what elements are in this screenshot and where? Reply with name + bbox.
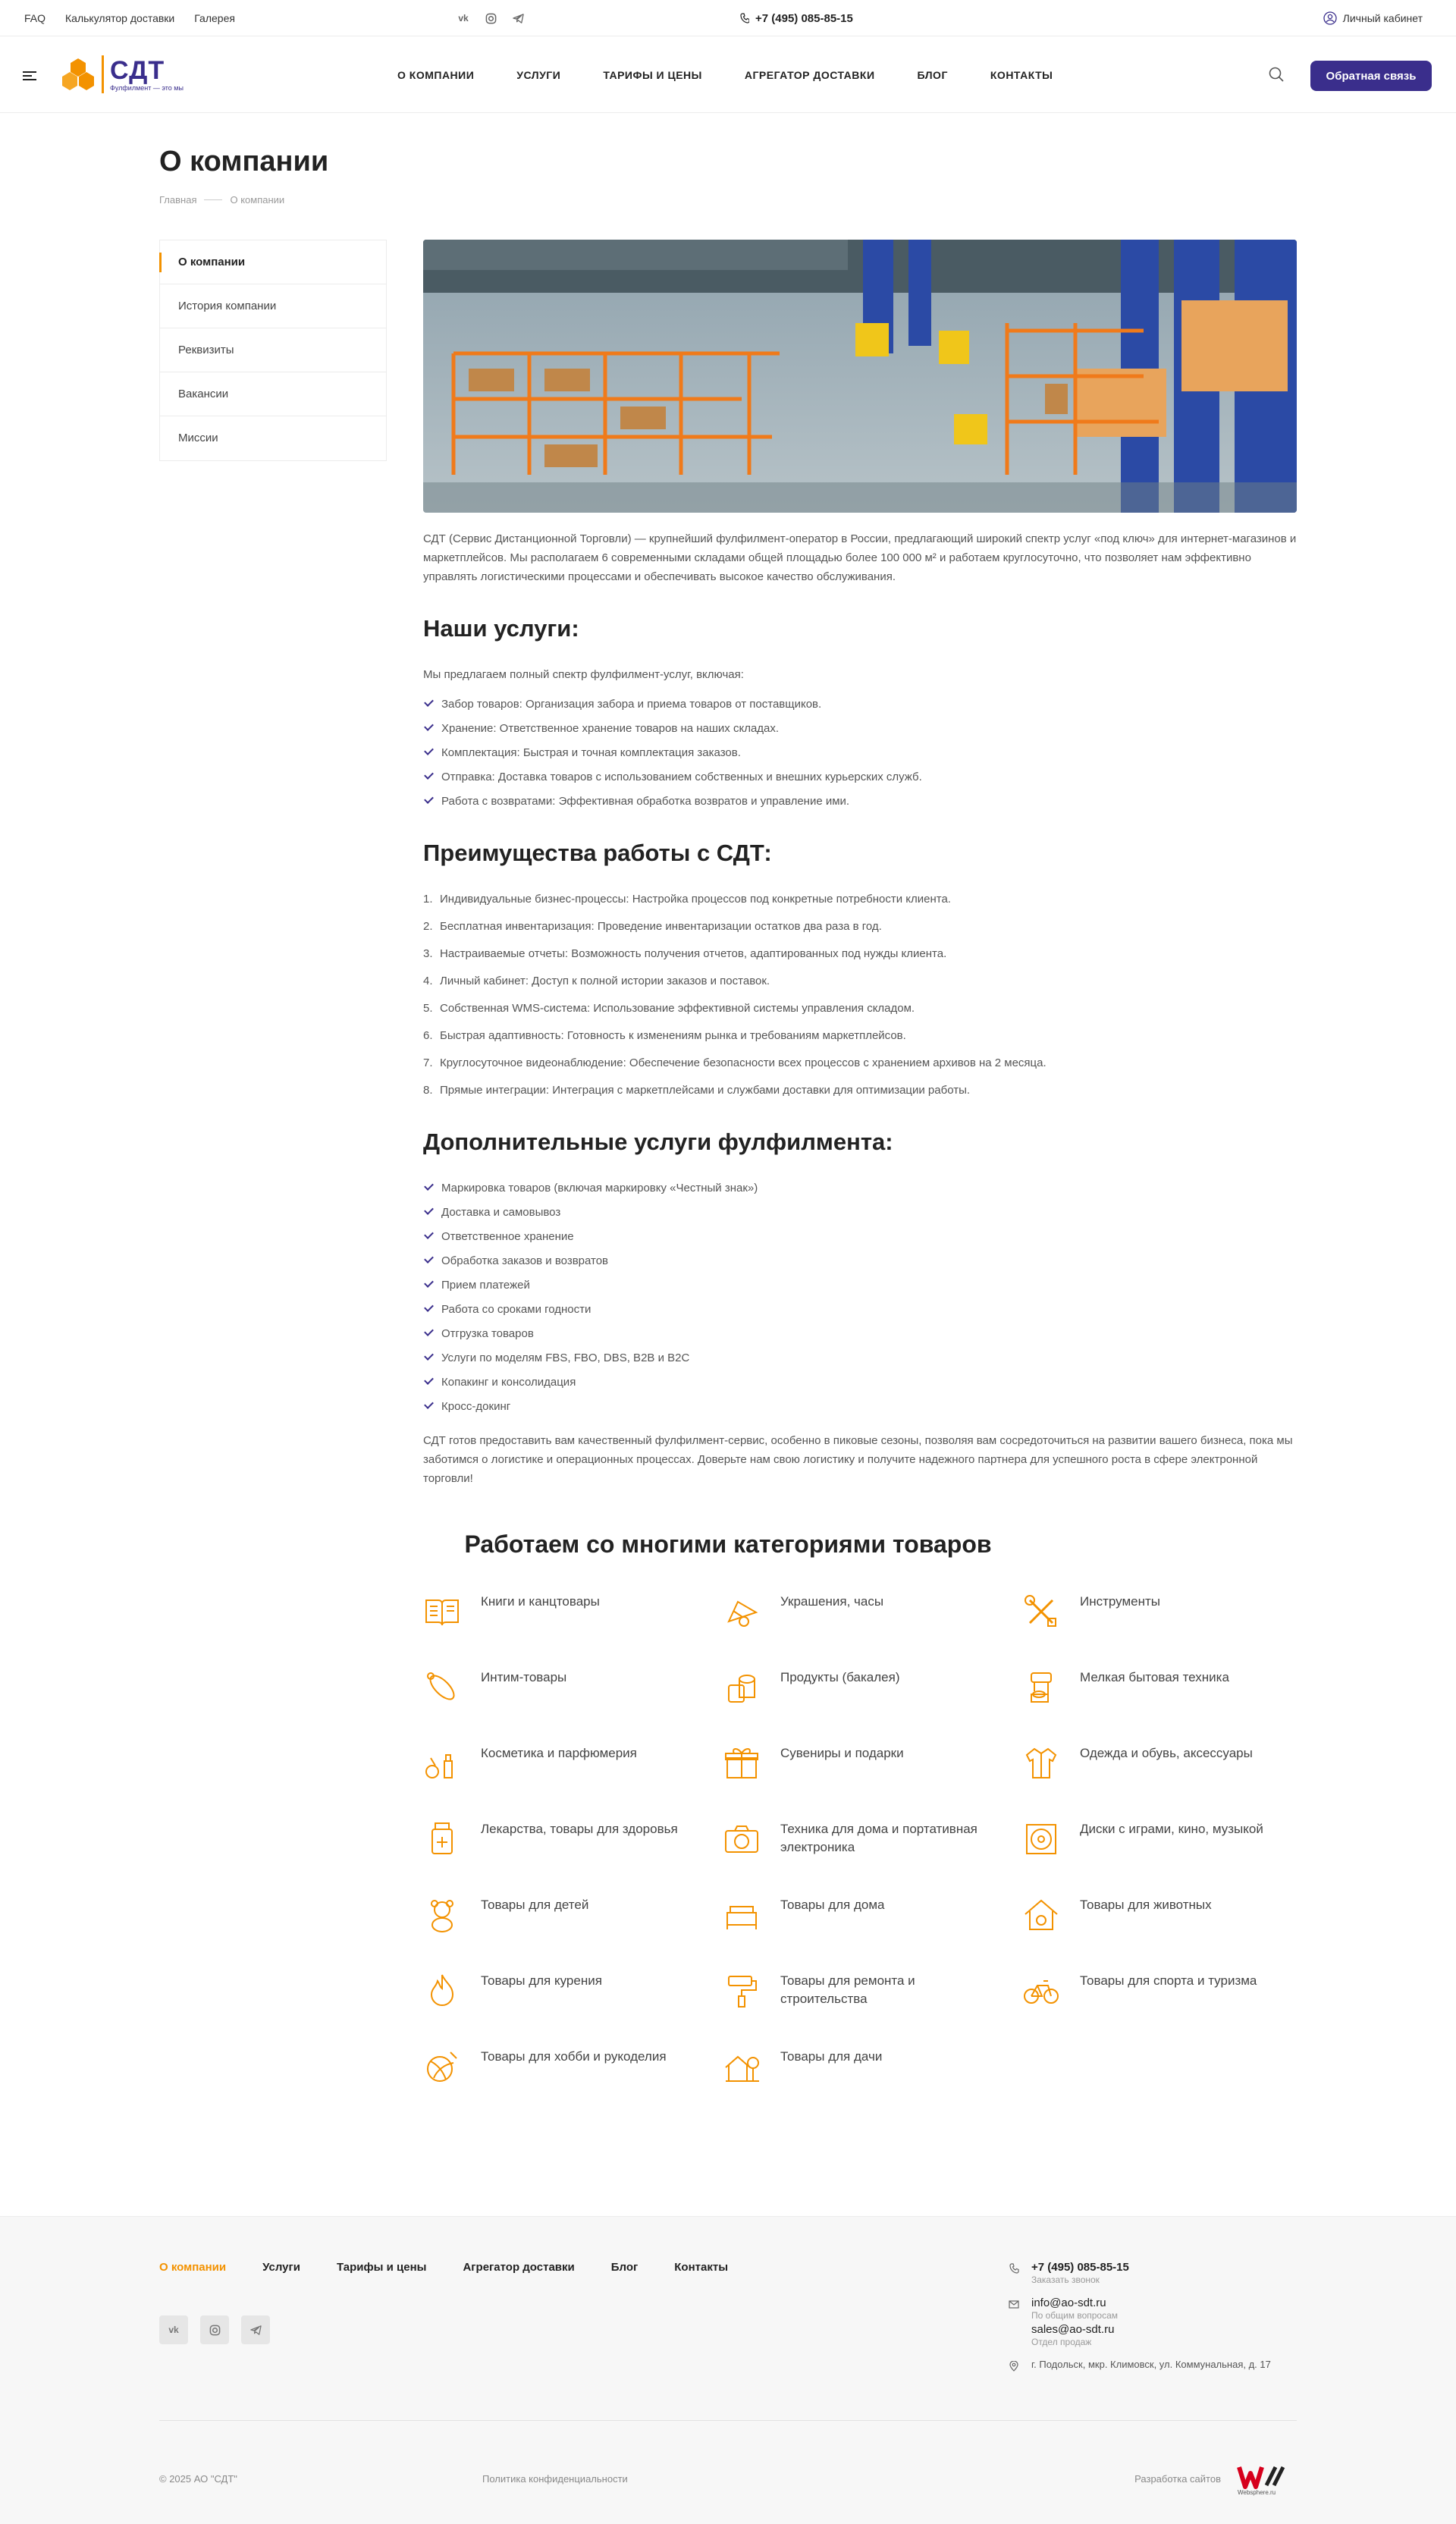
page-title: О компании bbox=[159, 146, 329, 177]
nav-delivery-aggregator[interactable]: АГРЕГАТОР ДОСТАВКИ bbox=[744, 69, 875, 81]
list-item: Собственная WMS-система: Использование эффективной системы управления складом. bbox=[440, 1002, 915, 1015]
sidebar-menu bbox=[159, 240, 387, 461]
list-item: Индивидуальные бизнес-процессы: Настройка процессов под конкретные потребности клиента. bbox=[440, 893, 951, 906]
developer-link[interactable]: Разработка сайтов bbox=[1134, 2473, 1221, 2485]
list-item: Личный кабинет: Доступ к полной истории заказов и поставок. bbox=[440, 975, 770, 987]
list-item: Обработка заказов и возвратов bbox=[423, 1251, 1297, 1270]
grocery-icon bbox=[721, 1667, 762, 1708]
services-heading: Наши услуги: bbox=[423, 615, 579, 642]
category-label: Украшения, часы bbox=[780, 1594, 884, 1609]
mail-icon bbox=[1009, 2299, 1019, 2309]
breadcrumb-separator bbox=[204, 199, 222, 200]
menu-burger-icon[interactable] bbox=[23, 71, 36, 80]
list-item: Отгрузка товаров bbox=[423, 1324, 1297, 1343]
instagram-icon[interactable] bbox=[200, 2315, 229, 2344]
sidebar-item-vacancies[interactable]: Вакансии bbox=[160, 372, 386, 416]
yarn-icon bbox=[422, 2046, 463, 2087]
faq-link[interactable]: FAQ bbox=[24, 12, 46, 24]
user-icon bbox=[1323, 11, 1337, 25]
category-label: Книги и канцтовары bbox=[481, 1594, 600, 1609]
category-label: Товары для животных bbox=[1080, 1898, 1212, 1912]
category-label: Диски с играми, кино, музыкой bbox=[1080, 1822, 1263, 1836]
category-item bbox=[422, 2046, 721, 2087]
list-item: Комплектация: Быстрая и точная комплектация заказов. bbox=[423, 743, 1297, 762]
feedback-button[interactable]: Обратная связь bbox=[1310, 61, 1432, 91]
category-label: Товары для детей bbox=[481, 1898, 589, 1912]
logo-slogan: Фулфилмент — это мы bbox=[110, 84, 184, 92]
footer-callback-link[interactable]: Заказать звонок bbox=[1031, 2274, 1100, 2285]
nav-services[interactable]: УСЛУГИ bbox=[516, 69, 561, 81]
footer-divider bbox=[159, 2420, 1297, 2421]
logo-cubes-icon bbox=[61, 57, 96, 92]
site-footer bbox=[0, 2216, 1456, 2524]
copyright: © 2025 АО "СДТ" bbox=[159, 2473, 237, 2485]
footer-phone[interactable]: +7 (495) 085-85-15 bbox=[1031, 2261, 1129, 2274]
personal-cabinet-link[interactable] bbox=[1323, 0, 1423, 36]
sofa-icon bbox=[721, 1895, 762, 1935]
category-item bbox=[1021, 1743, 1301, 1784]
search-icon[interactable] bbox=[1268, 66, 1286, 84]
breadcrumb bbox=[159, 194, 284, 206]
footer-email-info[interactable]: info@ao-sdt.ru bbox=[1031, 2296, 1106, 2309]
nav-about[interactable]: О КОМПАНИИ bbox=[397, 69, 475, 81]
category-label: Товары для спорта и туризма bbox=[1080, 1973, 1257, 1988]
garden-house-icon bbox=[721, 2046, 762, 2087]
list-item: Маркировка товаров (включая маркировку «Честный знак») bbox=[423, 1179, 1297, 1198]
outro-paragraph: СДТ готов предоставить вам качественный фулфилмент-сервис, особенно в пиковые сезоны, позволяя вам сосредоточиться на развитии вашего бизнеса, пока мы заботимся о логистике и операционных процессах. Доверьте нам свою логистику и получите надежного партнера для успешного роста в сфере электронной торговли! bbox=[423, 1434, 1293, 1485]
footer-nav-delivery-aggregator[interactable]: Агрегатор доставки bbox=[463, 2261, 575, 2274]
footer-contacts bbox=[1009, 2261, 1297, 2382]
category-label: Товары для дачи bbox=[780, 2049, 883, 2064]
paint-roller-icon bbox=[721, 1970, 762, 2011]
vk-icon[interactable]: vk bbox=[159, 2315, 188, 2344]
phone-icon bbox=[740, 13, 749, 24]
list-item: Быстрая адаптивность: Готовность к изменениям рынка и требованиям маркетплейсов. bbox=[440, 1029, 906, 1042]
telegram-icon[interactable] bbox=[241, 2315, 270, 2344]
sidebar-item-about[interactable]: О компании bbox=[160, 240, 386, 284]
camera-icon bbox=[721, 1819, 762, 1860]
vk-icon[interactable]: vk bbox=[458, 13, 469, 24]
footer-nav bbox=[159, 2261, 728, 2274]
category-label: Сувениры и подарки bbox=[780, 1746, 904, 1760]
category-item bbox=[721, 1667, 1021, 1708]
instagram-icon[interactable] bbox=[484, 11, 497, 25]
footer-nav-services[interactable]: Услуги bbox=[262, 2261, 300, 2274]
footer-nav-blog[interactable]: Блог bbox=[610, 2261, 639, 2274]
list-item: Доставка и самовывоз bbox=[423, 1203, 1297, 1222]
category-item bbox=[721, 1819, 1021, 1860]
category-label: Товары для ремонта и строительства bbox=[780, 1973, 915, 2006]
breadcrumb-current: О компании bbox=[230, 194, 285, 206]
footer-email-sales-caption: Отдел продаж bbox=[1031, 2337, 1092, 2347]
disc-icon bbox=[1021, 1819, 1062, 1860]
category-label: Одежда и обувь, аксессуары bbox=[1080, 1746, 1253, 1760]
category-item bbox=[721, 1591, 1021, 1632]
services-intro: Мы предлагаем полный спектр фулфилмент-услуг, включая: bbox=[423, 668, 744, 681]
footer-email-sales[interactable]: sales@ao-sdt.ru bbox=[1031, 2323, 1115, 2336]
footer-social bbox=[159, 2315, 270, 2344]
medicine-icon bbox=[422, 1819, 463, 1860]
advantages-list bbox=[423, 890, 1297, 1100]
site-logo[interactable] bbox=[61, 55, 184, 93]
top-phone[interactable] bbox=[740, 0, 853, 36]
top-social bbox=[457, 0, 525, 36]
footer-nav-tariffs[interactable]: Тарифы и цены bbox=[337, 2261, 427, 2274]
telegram-icon[interactable] bbox=[511, 11, 525, 25]
category-item bbox=[1021, 1895, 1301, 1935]
warehouse-photo bbox=[423, 240, 1297, 513]
jewelry-icon bbox=[721, 1591, 762, 1632]
category-label: Лекарства, товары для здоровья bbox=[481, 1822, 678, 1836]
breadcrumb-home[interactable]: Главная bbox=[159, 194, 197, 206]
footer-email-info-caption: По общим вопросам bbox=[1031, 2310, 1119, 2321]
delivery-calculator-link[interactable]: Калькулятор доставки bbox=[65, 12, 175, 24]
list-item: Услуги по моделям FBS, FBO, DBS, B2B и B2C bbox=[423, 1348, 1297, 1367]
phone-icon bbox=[1009, 2263, 1019, 2274]
privacy-policy-link[interactable]: Политика конфиденциальности bbox=[482, 2473, 628, 2485]
about-content bbox=[423, 529, 1297, 1499]
list-item: Хранение: Ответственное хранение товаров на наших складах. bbox=[423, 719, 1297, 738]
tools-icon bbox=[1021, 1591, 1062, 1632]
list-item: Круглосуточное видеонаблюдение: Обеспечение безопасности всех процессов с хранением архивов на 2 месяца. bbox=[440, 1056, 1046, 1069]
list-item: Прямые интеграции: Интеграция с маркетплейсами и службами доставки для оптимизации работы. bbox=[440, 1084, 971, 1097]
category-item bbox=[1021, 1819, 1301, 1860]
developer-logo[interactable] bbox=[1236, 2463, 1297, 2496]
intimate-icon bbox=[422, 1667, 463, 1708]
list-item: Копакинг и консолидация bbox=[423, 1373, 1297, 1392]
category-label: Техника для дома и портативная электроника bbox=[780, 1822, 977, 1854]
extra-services-list bbox=[423, 1179, 1297, 1416]
footer-address: г. Подольск, мкр. Климовск, ул. Коммунальная, д. 17 bbox=[1031, 2359, 1271, 2370]
category-item bbox=[422, 1743, 721, 1784]
list-item: Прием платежей bbox=[423, 1276, 1297, 1295]
pet-house-icon bbox=[1021, 1895, 1062, 1935]
footer-nav-about[interactable]: О компании bbox=[159, 2261, 227, 2274]
category-label: Товары для дома bbox=[780, 1898, 885, 1912]
main-nav bbox=[397, 37, 1053, 113]
category-label: Интим-товары bbox=[481, 1670, 567, 1684]
sidebar-item-history[interactable]: История компании bbox=[160, 284, 386, 328]
top-bar bbox=[0, 0, 1456, 36]
category-item bbox=[1021, 1667, 1301, 1708]
svg-text:Websphere.ru: Websphere.ru bbox=[1238, 2489, 1276, 2496]
category-label: Товары для хобби и рукоделия bbox=[481, 2049, 667, 2064]
location-pin-icon bbox=[1009, 2361, 1019, 2372]
footer-nav-contacts[interactable]: Контакты bbox=[674, 2261, 729, 2274]
book-icon bbox=[422, 1591, 463, 1632]
category-item bbox=[422, 1819, 721, 1860]
cosmetics-icon bbox=[422, 1743, 463, 1784]
list-item: Настраиваемые отчеты: Возможность получения отчетов, адаптированных под нужды клиента. bbox=[440, 947, 947, 960]
list-item: Работа со сроками годности bbox=[423, 1300, 1297, 1319]
sidebar-item-missions[interactable]: Миссии bbox=[178, 432, 218, 444]
teddy-bear-icon bbox=[422, 1895, 463, 1935]
logo-text: СДТ bbox=[110, 56, 165, 85]
services-list bbox=[423, 695, 1297, 811]
category-item bbox=[721, 2046, 1021, 2087]
main-header bbox=[0, 37, 1456, 113]
category-item bbox=[422, 1970, 721, 2011]
nav-blog[interactable]: БЛОГ bbox=[917, 69, 948, 81]
bicycle-icon bbox=[1021, 1970, 1062, 2011]
gift-icon bbox=[721, 1743, 762, 1784]
category-item bbox=[422, 1895, 721, 1935]
category-label: Косметика и парфюмерия bbox=[481, 1746, 637, 1760]
category-item bbox=[422, 1591, 721, 1632]
nav-tariffs[interactable]: ТАРИФЫ И ЦЕНЫ bbox=[603, 69, 702, 81]
category-item bbox=[721, 1895, 1021, 1935]
category-item bbox=[422, 1667, 721, 1708]
list-item: Бесплатная инвентаризация: Проведение инвентаризации остатков два раза в год. bbox=[440, 920, 882, 933]
top-phone-number: +7 (495) 085-85-15 bbox=[755, 11, 853, 25]
intro-paragraph: СДТ (Сервис Дистанционной Торговли) — крупнейший фулфилмент-оператор в России, предлагающий широкий спектр услуг «под ключ» для интернет-магазинов и маркетплейсов. Мы располагаем 6 современными складами общей площадью более 100 000 м² и работаем круглосуточно, что позволяет нам эффективно управлять логистическими процессами и обеспечивать высокое качество обслуживания. bbox=[423, 532, 1297, 583]
category-item bbox=[721, 1970, 1021, 2011]
list-item: Ответственное хранение bbox=[423, 1227, 1297, 1246]
category-item bbox=[1021, 1970, 1301, 2011]
logo-divider bbox=[102, 55, 104, 93]
list-item: Забор товаров: Организация забора и приема товаров от поставщиков. bbox=[423, 695, 1297, 714]
list-item: Кросс-докинг bbox=[423, 1397, 1297, 1416]
personal-cabinet-label: Личный кабинет bbox=[1342, 12, 1423, 24]
categories-grid bbox=[422, 1591, 1301, 2087]
list-item: Отправка: Доставка товаров с использованием собственных и внешних курьерских служб. bbox=[423, 768, 1297, 786]
category-label: Инструменты bbox=[1080, 1594, 1161, 1609]
clothes-icon bbox=[1021, 1743, 1062, 1784]
category-label: Продукты (бакалея) bbox=[780, 1670, 900, 1684]
top-links bbox=[24, 0, 235, 36]
category-item bbox=[721, 1743, 1021, 1784]
fire-icon bbox=[422, 1970, 463, 2011]
category-label: Мелкая бытовая техника bbox=[1080, 1670, 1229, 1684]
categories-heading: Работаем со многими категориями товаров bbox=[464, 1530, 992, 1558]
nav-contacts[interactable]: КОНТАКТЫ bbox=[990, 69, 1053, 81]
extra-services-heading: Дополнительные услуги фулфилмента: bbox=[423, 1129, 893, 1155]
mixer-icon bbox=[1021, 1667, 1062, 1708]
sidebar-item-requisites[interactable]: Реквизиты bbox=[160, 328, 386, 372]
category-label: Товары для курения bbox=[481, 1973, 602, 1988]
category-item bbox=[1021, 1591, 1301, 1632]
gallery-link[interactable]: Галерея bbox=[194, 12, 235, 24]
advantages-heading: Преимущества работы с СДТ: bbox=[423, 840, 772, 866]
list-item: Работа с возвратами: Эффективная обработка возвратов и управление ими. bbox=[423, 792, 1297, 811]
